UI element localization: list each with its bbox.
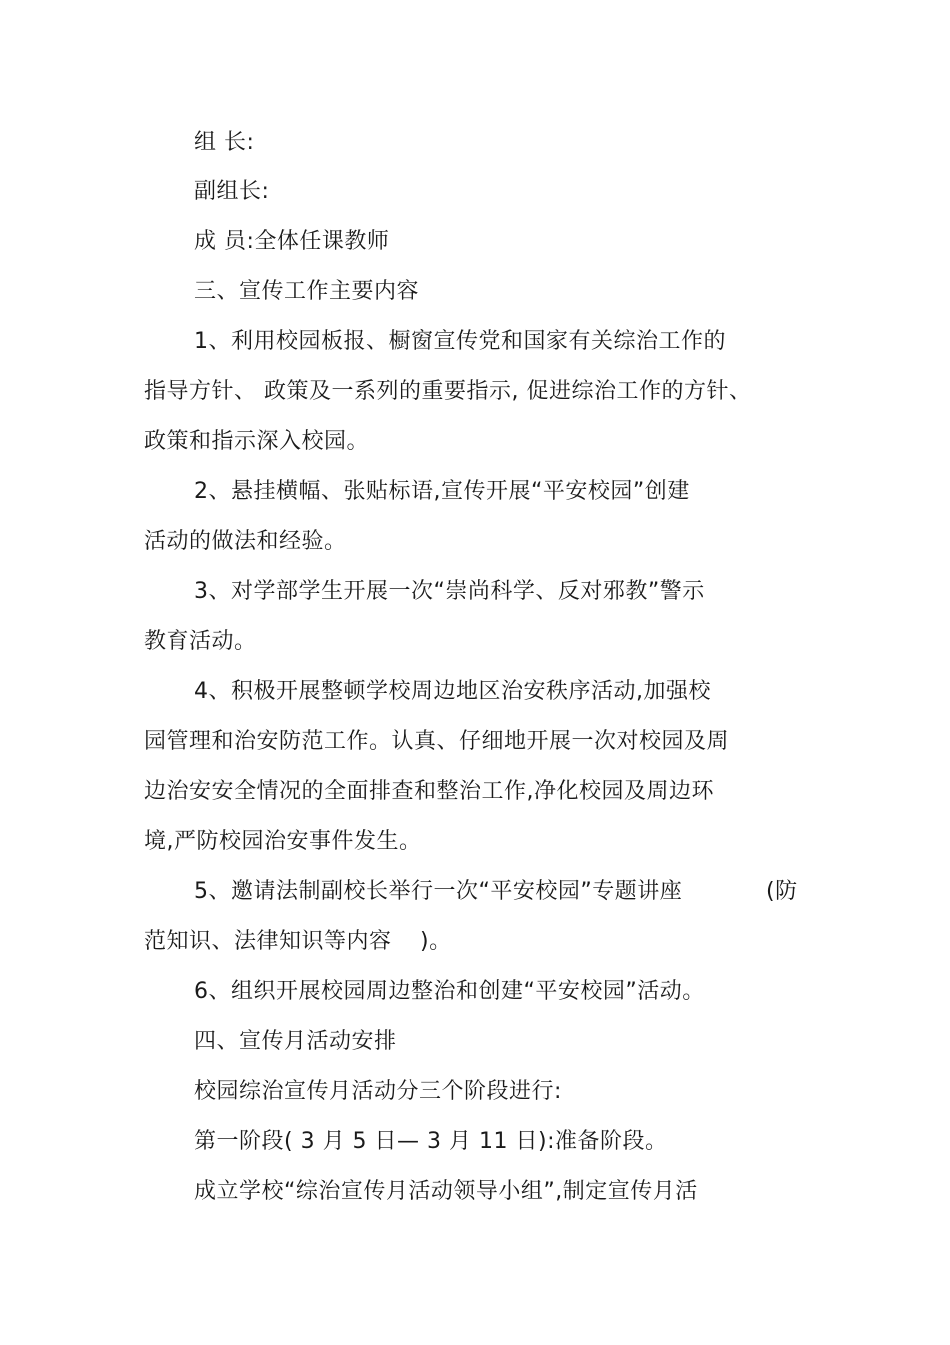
text-line-phase-1: 第一阶段( 3 月 5 日— 3 月 11 日):准备阶段。 [194, 1129, 668, 1154]
text-line-phase-1-detail: 成立学校“综治宣传月活动领导小组”,制定宣传月活 [194, 1179, 698, 1204]
paragraph-5-line-1: 5、邀请法制副校长举行一次“平安校园”专题讲座 [194, 879, 683, 904]
paragraph-4-line-4: 境,严防校园治安事件发生。 [144, 829, 422, 854]
paragraph-1-line-1: 1、利用校园板报、橱窗宣传党和国家有关综治工作的 [194, 329, 726, 354]
paragraph-1-line-3: 政策和指示深入校园。 [144, 429, 370, 454]
paragraph-3-line-2: 教育活动。 [144, 629, 257, 654]
paragraph-5-line-1-end: (防 [766, 879, 798, 904]
paragraph-5-line-2: 范知识、法律知识等内容 [144, 929, 392, 954]
text-line-deputy-leader: 副组长: [194, 179, 270, 204]
paragraph-4-line-1: 4、积极开展整顿学校周边地区治安秩序活动,加强校 [194, 679, 711, 704]
paragraph-2-line-2: 活动的做法和经验。 [144, 529, 347, 554]
section-heading-4: 四、宣传月活动安排 [194, 1029, 397, 1054]
text-line-phases-intro: 校园综治宣传月活动分三个阶段进行: [194, 1079, 562, 1104]
paragraph-5-line-2-end: )。 [420, 929, 452, 954]
paragraph-4-line-2: 园管理和治安防范工作。认真、仔细地开展一次对校园及周 [144, 729, 730, 754]
paragraph-3-line-1: 3、对学部学生开展一次“崇尚科学、反对邪教”警示 [194, 579, 705, 604]
section-heading-3: 三、宣传工作主要内容 [194, 279, 420, 304]
paragraph-2-line-1: 2、悬挂横幅、张贴标语,宣传开展“平安校园”创建 [194, 479, 690, 504]
paragraph-1-line-2: 指导方针、 政策及一系列的重要指示, 促进综治工作的方针、 [144, 379, 752, 404]
paragraph-4-line-3: 边治安安全情况的全面排查和整治工作,净化校园及周边环 [144, 779, 714, 804]
paragraph-6: 6、组织开展校园周边整治和创建“平安校园”活动。 [194, 979, 705, 1004]
text-line-group-leader: 组 长: [194, 130, 255, 155]
text-line-members: 成 员:全体任课教师 [194, 229, 390, 254]
